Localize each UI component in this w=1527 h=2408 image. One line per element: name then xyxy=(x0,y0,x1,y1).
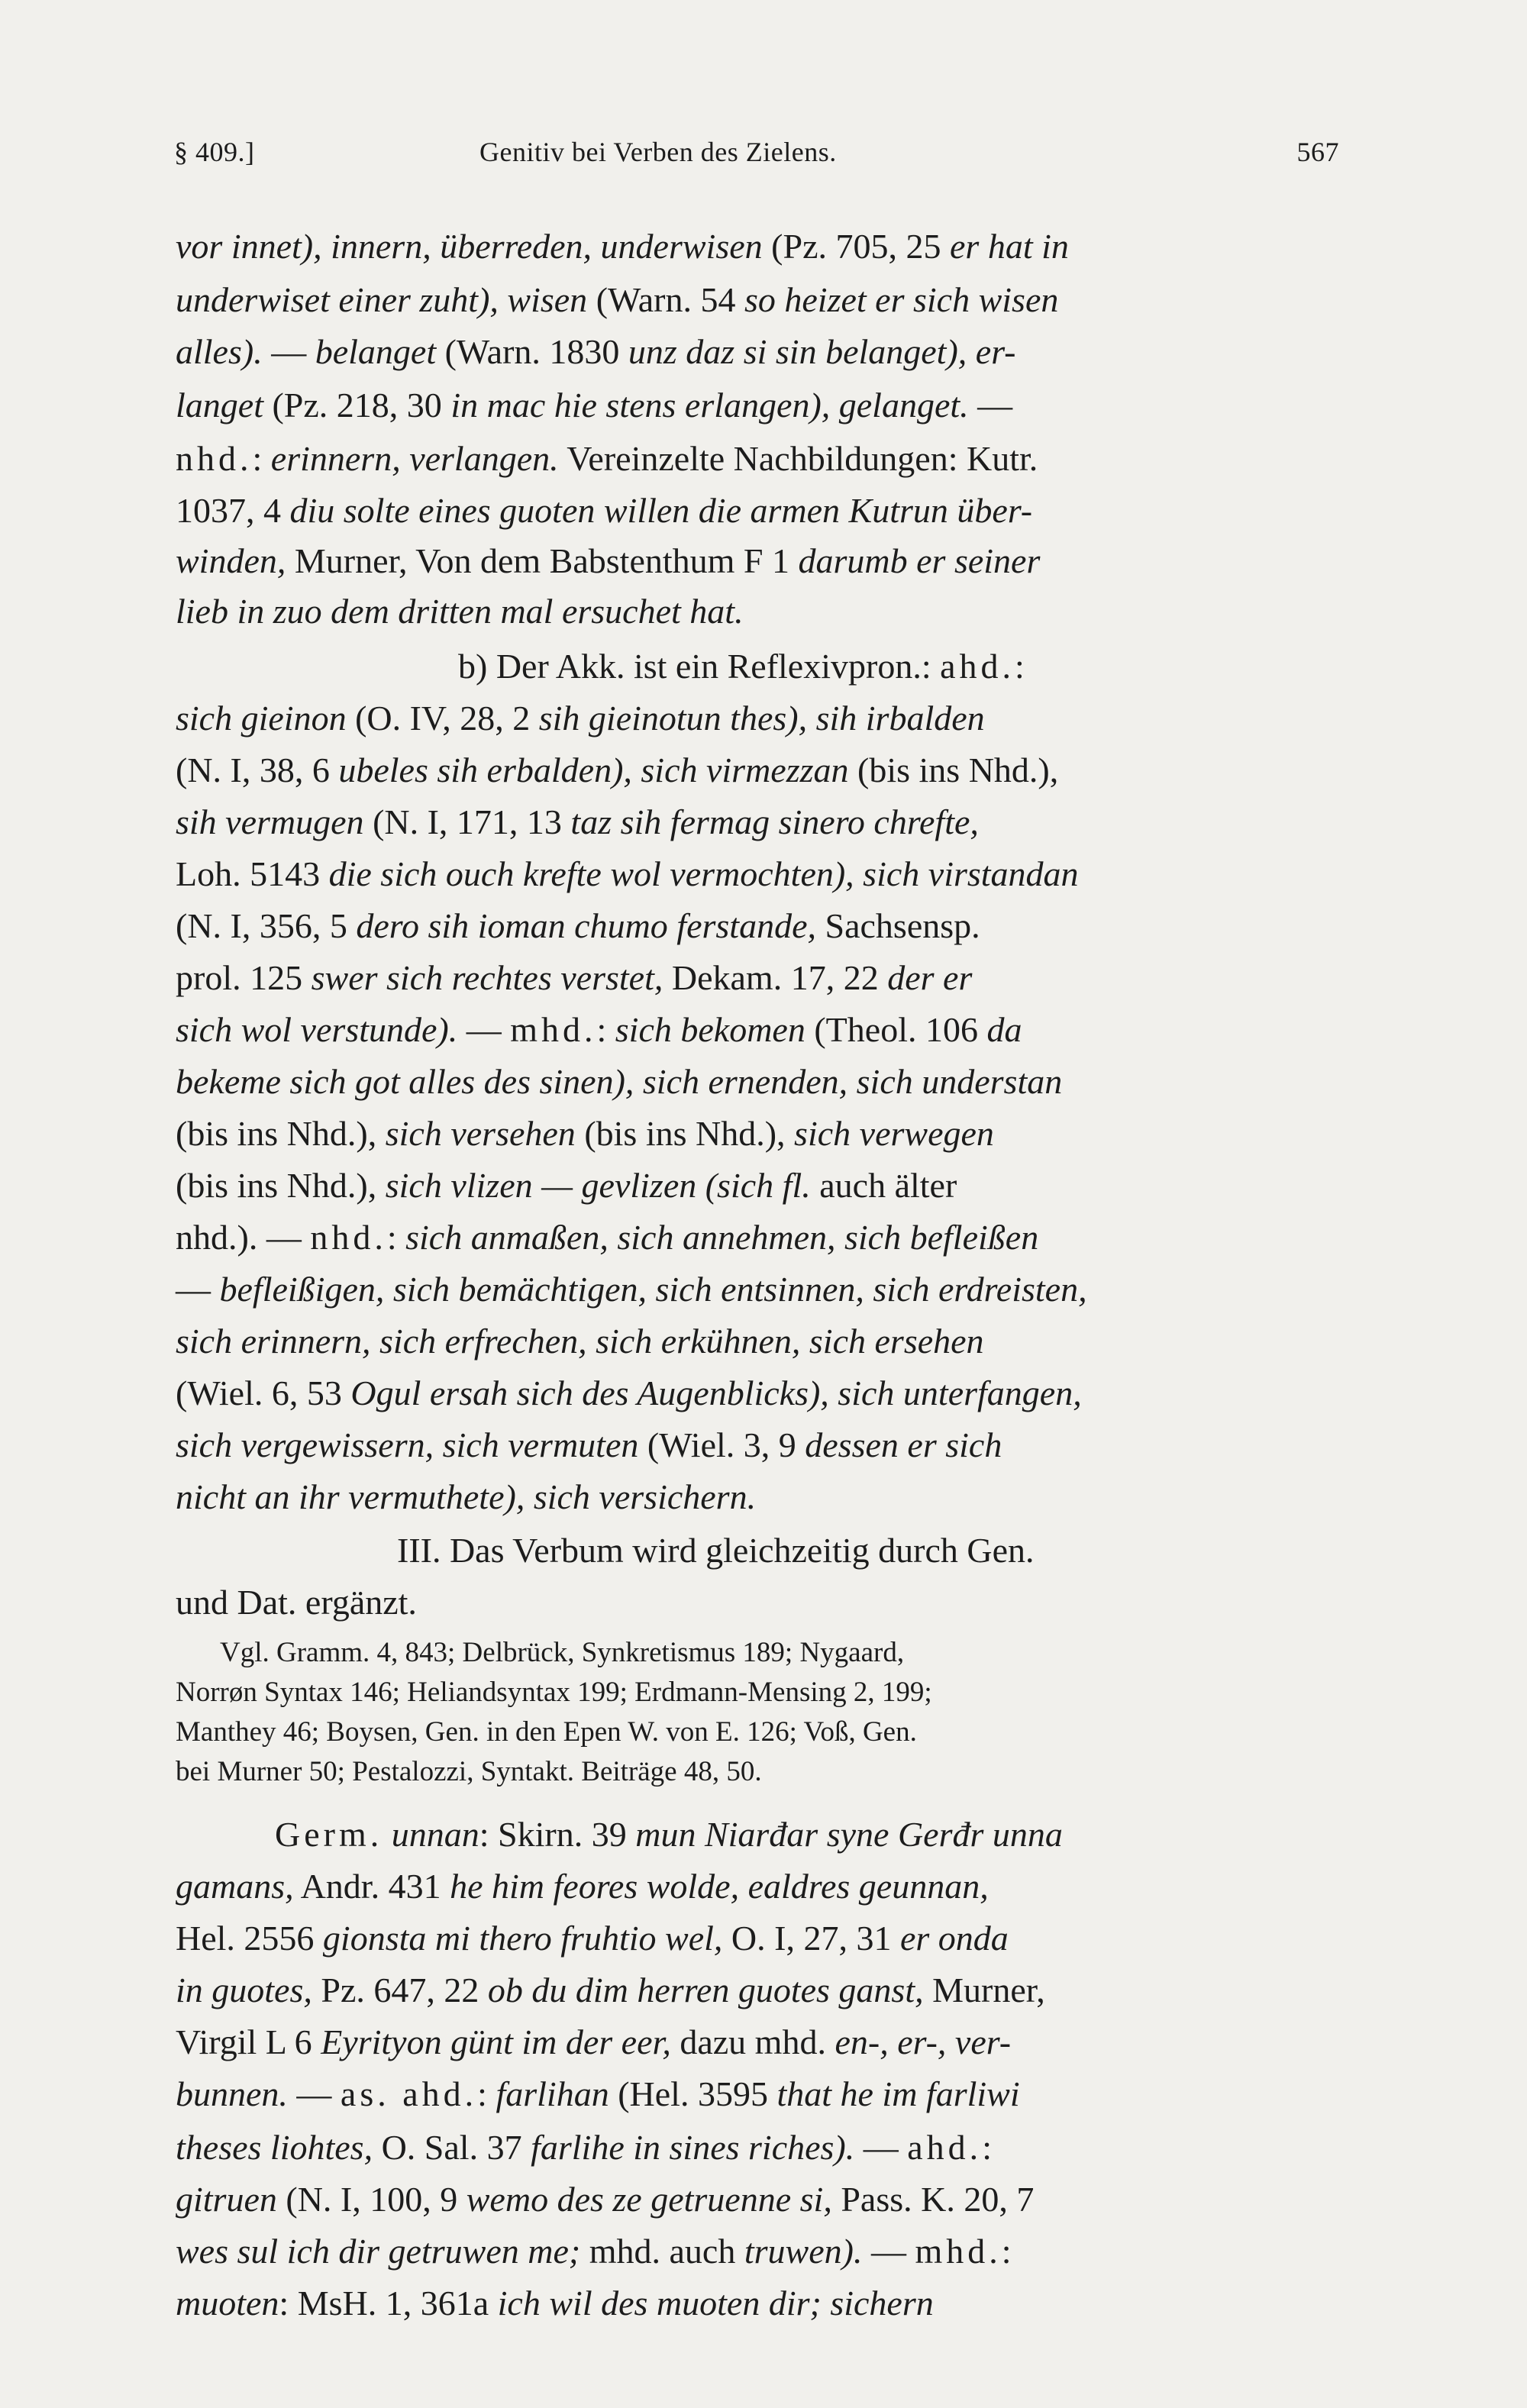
text-segment: ahd. xyxy=(940,647,1015,686)
text-line xyxy=(176,750,1059,789)
italic-segment: winden, xyxy=(176,541,286,580)
italic-segment: er onda xyxy=(899,1919,1009,1958)
italic-segment: farlihe in sines riches). xyxy=(531,2128,855,2167)
text-segment: — xyxy=(287,2074,341,2113)
text-segment: (N. I, 38, 6 xyxy=(176,750,339,789)
text-segment: Pass. K. 20, 7 xyxy=(831,2180,1035,2219)
text-segment: (Hel. 3595 xyxy=(609,2074,777,2113)
text-line xyxy=(176,1585,417,1620)
text-line xyxy=(176,493,1032,528)
italic-segment: diu solte eines guoten willen die armen Kutrun über- xyxy=(289,491,1033,530)
text-segment: Virgil L 6 xyxy=(176,2022,321,2061)
text-segment: (bis ins Nhd.), xyxy=(848,750,1059,789)
italic-segment: sih vermugen xyxy=(176,802,364,841)
text-line xyxy=(176,1064,1062,1099)
text-segment: (O. IV, 28, 2 xyxy=(346,699,539,738)
text-segment: (N. I, 356, 5 xyxy=(176,906,357,945)
italic-segment: nicht an ihr vermuthete), sich versichern. xyxy=(176,1477,757,1516)
italic-segment: er hat in xyxy=(950,227,1069,266)
text-segment: nhd. xyxy=(310,1218,387,1257)
text-segment: O. I, 27, 31 xyxy=(722,1919,900,1958)
italic-segment: die sich ouch krefte wol vermochten), sich virstandan xyxy=(328,854,1079,893)
text-segment: : xyxy=(1015,647,1025,686)
text-segment: b) Der Akk. ist ein Reflexivpron.: xyxy=(458,647,941,686)
italic-segment: underwiset einer zuht), wisen xyxy=(176,280,588,319)
italic-segment: en-, er-, ver- xyxy=(835,2022,1012,2061)
text-segment: (Pz. 705, 25 xyxy=(762,227,950,266)
running-title: Genitiv bei Verben des Zielens. xyxy=(479,137,837,167)
text-segment: : Skirn. 39 xyxy=(479,1815,636,1854)
text-line xyxy=(176,1012,1022,1047)
italic-segment: sich verwegen xyxy=(794,1114,994,1153)
text-segment: mhd. auch xyxy=(580,2232,744,2271)
text-line xyxy=(176,701,985,736)
text-line xyxy=(176,1758,762,1786)
italic-segment: sih gieinotun thes), sih irbalden xyxy=(538,699,985,738)
italic-segment: so heizet er sich wisen xyxy=(744,280,1059,319)
text-segment: : xyxy=(477,2074,496,2113)
italic-segment: darumb er seiner xyxy=(798,541,1041,580)
text-segment: Sachsensp. xyxy=(816,906,980,945)
italic-segment: sich wol verstunde). xyxy=(176,1010,458,1049)
text-segment: : xyxy=(596,1010,615,1049)
text-line xyxy=(176,960,972,996)
italic-segment: erinnern, verlangen. xyxy=(270,439,559,478)
italic-segment: ubeles sih erbalden), sich virmezzan xyxy=(338,750,849,789)
text-line xyxy=(176,1973,1045,2008)
italic-segment: sich bekomen xyxy=(615,1010,805,1049)
italic-segment: unz daz si sin belanget), er- xyxy=(628,332,1016,371)
text-segment: 1037, 4 xyxy=(176,491,290,530)
italic-segment: ich wil des muoten dir; sichern xyxy=(497,2284,934,2322)
text-segment: : xyxy=(252,439,271,478)
text-segment: prol. 125 xyxy=(176,958,312,997)
italic-segment: sich vergewissern, sich vermuten xyxy=(176,1425,639,1464)
page-number: 567 xyxy=(1296,137,1339,167)
text-line xyxy=(176,2130,992,2165)
text-line xyxy=(176,1718,917,1746)
italic-segment: gionsta mi thero fruhtio wel, xyxy=(322,1919,723,1958)
text-line xyxy=(176,802,979,841)
italic-segment: da xyxy=(986,1010,1022,1049)
text-line xyxy=(176,1168,957,1203)
text-segment: Germ. xyxy=(275,1815,383,1854)
text-line xyxy=(176,594,744,629)
italic-segment: dero sih ioman chumo ferstande, xyxy=(356,906,816,945)
text-segment: (Theol. 106 xyxy=(805,1010,987,1049)
text-line xyxy=(176,2074,1020,2113)
italic-segment: that he im farliwi xyxy=(776,2074,1020,2113)
text-segment: Loh. 5143 xyxy=(176,854,329,893)
italic-segment: theses liohtes, xyxy=(176,2128,373,2167)
italic-segment: langet xyxy=(176,386,263,424)
text-segment xyxy=(383,1815,392,1854)
running-header xyxy=(174,136,1339,182)
text-segment: : MsH. 1, 361a xyxy=(279,2284,498,2322)
text-segment: (Wiel. 6, 53 xyxy=(176,1373,351,1412)
text-segment: — xyxy=(968,386,1013,424)
text-line xyxy=(176,1220,1038,1255)
text-segment: (bis ins Nhd.), xyxy=(176,1166,386,1205)
italic-segment: wemo des ze getruenne si, xyxy=(466,2180,832,2219)
text-segment: — xyxy=(176,1270,220,1309)
text-line xyxy=(176,854,1079,893)
text-segment: Manthey 46; Boysen, Gen. in den Epen W. von E. 126; Voß, Gen. xyxy=(176,1716,917,1748)
text-line xyxy=(176,2234,1012,2269)
text-line xyxy=(275,1817,1063,1852)
text-segment: as. ahd. xyxy=(340,2074,478,2113)
text-line xyxy=(176,1678,932,1706)
text-segment: (Pz. 218, 30 xyxy=(263,386,451,424)
italic-segment: he him feores wolde, ealdres geunnan, xyxy=(450,1867,989,1906)
italic-segment: ob du dim herren guotes ganst, xyxy=(487,1971,924,2009)
text-line xyxy=(176,1373,1082,1412)
text-segment: Hel. 2556 xyxy=(176,1919,323,1958)
text-line xyxy=(176,1425,1002,1464)
text-segment: nhd. xyxy=(176,439,253,478)
text-segment: : xyxy=(386,1218,406,1257)
text-line xyxy=(176,334,1016,370)
text-segment: und Dat. ergänzt. xyxy=(176,1583,417,1622)
text-segment: Vereinzelte Nachbildungen: Kutr. xyxy=(558,439,1038,478)
italic-segment: lieb in zuo dem dritten mal ersuchet hat. xyxy=(176,592,744,631)
text-segment: bei Murner 50; Pestalozzi, Syntakt. Beiträge 48, 50. xyxy=(176,1756,762,1787)
text-segment: mhd. xyxy=(510,1010,597,1049)
text-segment: nhd.). — xyxy=(176,1218,311,1257)
text-segment: — xyxy=(854,2128,908,2167)
text-segment: (Warn. 1830 xyxy=(436,332,628,371)
text-segment: : xyxy=(982,2128,992,2167)
text-segment: — xyxy=(262,332,315,371)
text-line xyxy=(220,1638,904,1667)
text-line xyxy=(458,649,1025,684)
text-segment: O. Sal. 37 xyxy=(373,2128,531,2167)
section-marker: § 409.] xyxy=(174,137,255,167)
italic-segment: gamans, xyxy=(176,1867,294,1906)
text-segment: mhd. xyxy=(915,2232,1002,2271)
text-line xyxy=(176,2022,1012,2061)
text-segment: (bis ins Nhd.), xyxy=(575,1114,795,1153)
text-segment: Vgl. Gramm. 4, 843; Delbrück, Synkretismus 189; Nygaard, xyxy=(220,1637,905,1668)
text-segment: — xyxy=(457,1010,511,1049)
text-segment: Norrøn Syntax 146; Heliandsyntax 199; Erdmann-Mensing 2, 199; xyxy=(176,1677,932,1708)
text-line xyxy=(176,2286,934,2321)
italic-segment: der er xyxy=(887,958,973,997)
text-segment: (bis ins Nhd.), xyxy=(176,1114,386,1153)
italic-segment: in mac hie stens erlangen), gelanget. xyxy=(450,386,969,424)
italic-segment: swer sich rechtes verstet, xyxy=(311,958,663,997)
text-line xyxy=(176,906,980,945)
text-segment: Andr. 431 xyxy=(293,1867,450,1906)
italic-segment: mun Niarđar syne Gerđr unna xyxy=(635,1815,1063,1854)
text-segment: — xyxy=(862,2232,915,2271)
text-segment: dazu mhd. xyxy=(670,2022,835,2061)
text-line xyxy=(176,388,1012,423)
text-line xyxy=(176,2182,1034,2217)
italic-segment: bunnen. xyxy=(176,2074,288,2113)
text-line xyxy=(176,1477,757,1516)
text-segment: (Wiel. 3, 9 xyxy=(638,1425,805,1464)
italic-segment: in guotes, xyxy=(176,1971,312,2009)
text-segment: (N. I, 171, 13 xyxy=(363,802,571,841)
italic-segment: sich gieinon xyxy=(176,699,347,738)
italic-segment: unnan xyxy=(391,1815,479,1854)
text-segment: Murner, Von dem Babstenthum F 1 xyxy=(286,541,799,580)
text-segment: Dekam. 17, 22 xyxy=(663,958,888,997)
italic-segment: truwen). xyxy=(744,2232,863,2271)
italic-segment: bekeme sich got alles des sinen), sich ernenden, sich understan xyxy=(176,1062,1063,1101)
text-segment: Pz. 647, 22 xyxy=(312,1971,488,2009)
text-segment: III. Das Verbum wird gleichzeitig durch Gen. xyxy=(397,1531,1035,1570)
italic-segment: farlihan xyxy=(496,2074,609,2113)
italic-segment: befleißigen, sich bemächtigen, sich entsinnen, sich erdreisten, xyxy=(219,1270,1087,1309)
text-segment: auch älter xyxy=(810,1166,957,1205)
text-line xyxy=(176,1116,994,1151)
italic-segment: vor innet), innern, überreden, underwisen xyxy=(176,227,763,266)
italic-segment: sich versehen xyxy=(385,1114,576,1153)
italic-segment: sich vlizen — gevlizen (sich fl. xyxy=(385,1166,811,1205)
italic-segment: dessen er sich xyxy=(805,1425,1002,1464)
text-line xyxy=(176,1272,1087,1307)
text-line xyxy=(397,1533,1035,1568)
text-line xyxy=(176,1324,984,1359)
italic-segment: gitruen xyxy=(176,2180,277,2219)
text-segment: : xyxy=(1001,2232,1012,2271)
italic-segment: alles). xyxy=(176,332,263,371)
text-segment: (Warn. 54 xyxy=(587,280,744,319)
text-segment: (N. I, 100, 9 xyxy=(276,2180,466,2219)
text-segment: Murner, xyxy=(923,1971,1045,2009)
italic-segment: wes sul ich dir getruwen me; xyxy=(176,2232,581,2271)
italic-segment: muoten xyxy=(176,2284,279,2322)
italic-segment: sich anmaßen, sich annehmen, sich befleißen xyxy=(405,1218,1039,1257)
italic-segment: taz sih fermag sinero chrefte, xyxy=(570,802,979,841)
text-line xyxy=(176,441,1038,476)
text-line xyxy=(176,541,1041,580)
italic-segment: belanget xyxy=(315,332,437,371)
italic-segment: sich erinnern, sich erfrechen, sich erkühnen, sich ersehen xyxy=(176,1322,984,1361)
text-line xyxy=(176,1869,989,1904)
text-segment: ahd. xyxy=(907,2128,983,2167)
text-line xyxy=(176,1921,1009,1956)
text-line xyxy=(176,282,1058,318)
italic-segment: Eyrityon günt im der eer, xyxy=(321,2022,671,2061)
italic-segment: Ogul ersah sich des Augenblicks), sich unterfangen, xyxy=(350,1373,1082,1412)
text-line xyxy=(176,229,1069,264)
